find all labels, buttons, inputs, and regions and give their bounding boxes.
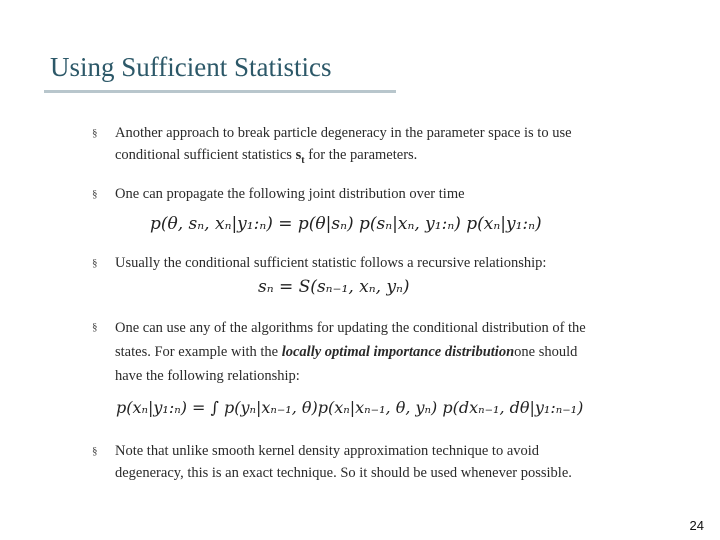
bullet-5-line-2: degeneracy, this is an exact technique. So it should be used whenever possible. <box>115 465 572 481</box>
bullet-1-line-2-pre: conditional sufficient statistics <box>115 147 296 163</box>
slide-title: Using Sufficient Statistics <box>50 52 332 82</box>
bullet-5-text <box>115 440 675 484</box>
bullet-3-text: Usually the conditional sufficient statistic follows a recursive relationship: <box>115 255 547 271</box>
recursion-equation: sₙ = S(sₙ₋₁, xₙ, yₙ) <box>258 277 410 297</box>
bullet-5-line-1: Note that unlike smooth kernel density approximation technique to avoid <box>115 443 540 459</box>
bullet-1-line-1: Another approach to break particle degeneracy in the parameter space is to use <box>115 125 572 141</box>
sufficient-statistic-subscript: t <box>301 154 305 166</box>
joint-distribution-equation: p(θ, sₙ, xₙ|y₁:ₙ) = p(θ|sₙ) p(sₙ|xₙ, y₁:ₙ) p(xₙ|y₁:ₙ) <box>150 214 542 234</box>
bullet-marker: § <box>92 257 98 269</box>
title-underline <box>44 90 396 93</box>
bullet-1-line-2-post: for the parameters. <box>304 147 418 163</box>
page-number: 24 <box>689 518 704 533</box>
bullet-4-line-1: One can use any of the algorithms for updating the conditional distribution of the <box>115 320 586 336</box>
bullet-4-line-3: have the following relationship: <box>115 368 300 384</box>
bullet-marker: § <box>92 321 98 333</box>
bullet-2-text: One can propagate the following joint distribution over time <box>115 186 465 202</box>
bullet-1-text <box>115 122 675 172</box>
bullet-marker: § <box>92 127 98 139</box>
bullet-4-text <box>115 316 675 388</box>
bullet-4-line-2-post: one should <box>514 344 578 360</box>
emphasized-term: locally optimal importance distribution <box>281 344 515 360</box>
bullet-1-line-2 <box>115 144 675 172</box>
bullet-marker: § <box>92 445 98 457</box>
bullet-4-line-2 <box>115 340 675 364</box>
bullet-4-line-2-pre: states. For example with the <box>115 344 282 360</box>
bullet-marker: § <box>92 188 98 200</box>
sufficient-statistic-symbol: s <box>295 147 302 163</box>
update-equation: p(xₙ|y₁:ₙ) = ∫ p(yₙ|xₙ₋₁, θ)p(xₙ|xₙ₋₁, θ, yₙ) p(dxₙ₋₁, dθ|y₁:ₙ₋₁) <box>116 398 584 417</box>
